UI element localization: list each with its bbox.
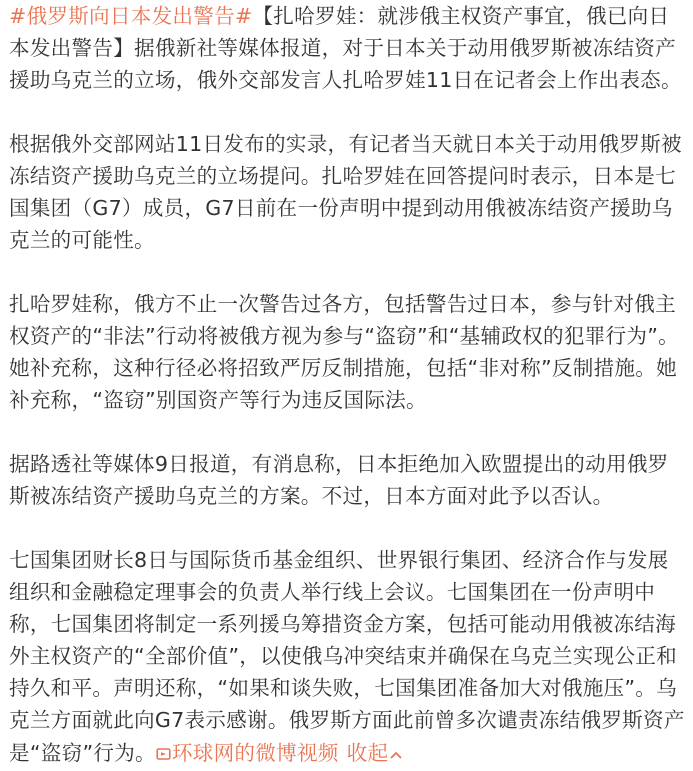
post-paragraph-5 — [9, 544, 689, 771]
collapse-label: 收起 — [346, 741, 389, 765]
topic-hashtag-link[interactable]: #俄罗斯向日本发出警告# — [9, 4, 253, 28]
paragraph-text: 【扎哈罗娃：就涉俄主权资产事宜，俄已向日本发出警告】据俄新社等媒体报道，对于日本关于动用俄罗斯被冻结资产援助乌克兰的立场，俄外交部发言人扎哈罗娃11日在记者会上作出表态。 — [9, 4, 682, 92]
chevron-up-icon — [390, 736, 402, 768]
paragraph-spacer — [9, 256, 689, 288]
paragraph-spacer — [9, 96, 689, 128]
post-paragraph-1 — [9, 0, 689, 96]
paragraph-spacer — [9, 416, 689, 448]
video-link-icon — [156, 739, 171, 771]
video-link-label: 环球网的微博视频 — [171, 741, 339, 765]
post-paragraph-2: 根据俄外交部网站11日发布的实录，有记者当天就日本关于动用俄罗斯被冻结资产援助乌克兰的立场提问。扎哈罗娃在回答提问时表示，日本是七国集团（G7）成员，G7日前在一份声明中提到动用俄被冻结资产援助乌克兰的可能性。 — [9, 132, 682, 252]
weibo-video-link[interactable] — [156, 741, 339, 765]
post-paragraph-3: 扎哈罗娃称，俄方不止一次警告过各方，包括警告过日本，参与针对俄主权资产的“非法”行动将被俄方视为参与“盗窃”和“基辅政权的犯罪行为”。她补充称，这种行径必将招致严厉反制措施，包括“非对称”反制措施。她补充称，“盗窃”别国资产等行为违反国际法。 — [9, 292, 679, 412]
paragraph-text: 七国集团财长8日与国际货币基金组织、世界银行集团、经济合作与发展组织和金融稳定理事会的负责人举行线上会议。七国集团在一份声明中称，七国集团将制定一系列援乌筹措资金方案，包括可能动用俄被冻结海外主权资产的“全部价值”，以使俄乌冲突结束并确保在乌克兰实现公正和持久和平。声明还称，“如果和谈失败，七国集团准备加大对俄施压”。乌克兰方面就此向G7表示感谢。俄罗斯方面此前曾多次谴责冻结俄罗斯资产是“盗窃”行为。 — [9, 548, 685, 765]
paragraph-spacer — [9, 512, 689, 544]
collapse-button[interactable] — [347, 741, 403, 765]
post-paragraph-4: 据路透社等媒体9日报道，有消息称，日本拒绝加入欧盟提出的动用俄罗斯被冻结资产援助乌克兰的方案。不过，日本方面对此予以否认。 — [9, 452, 669, 508]
